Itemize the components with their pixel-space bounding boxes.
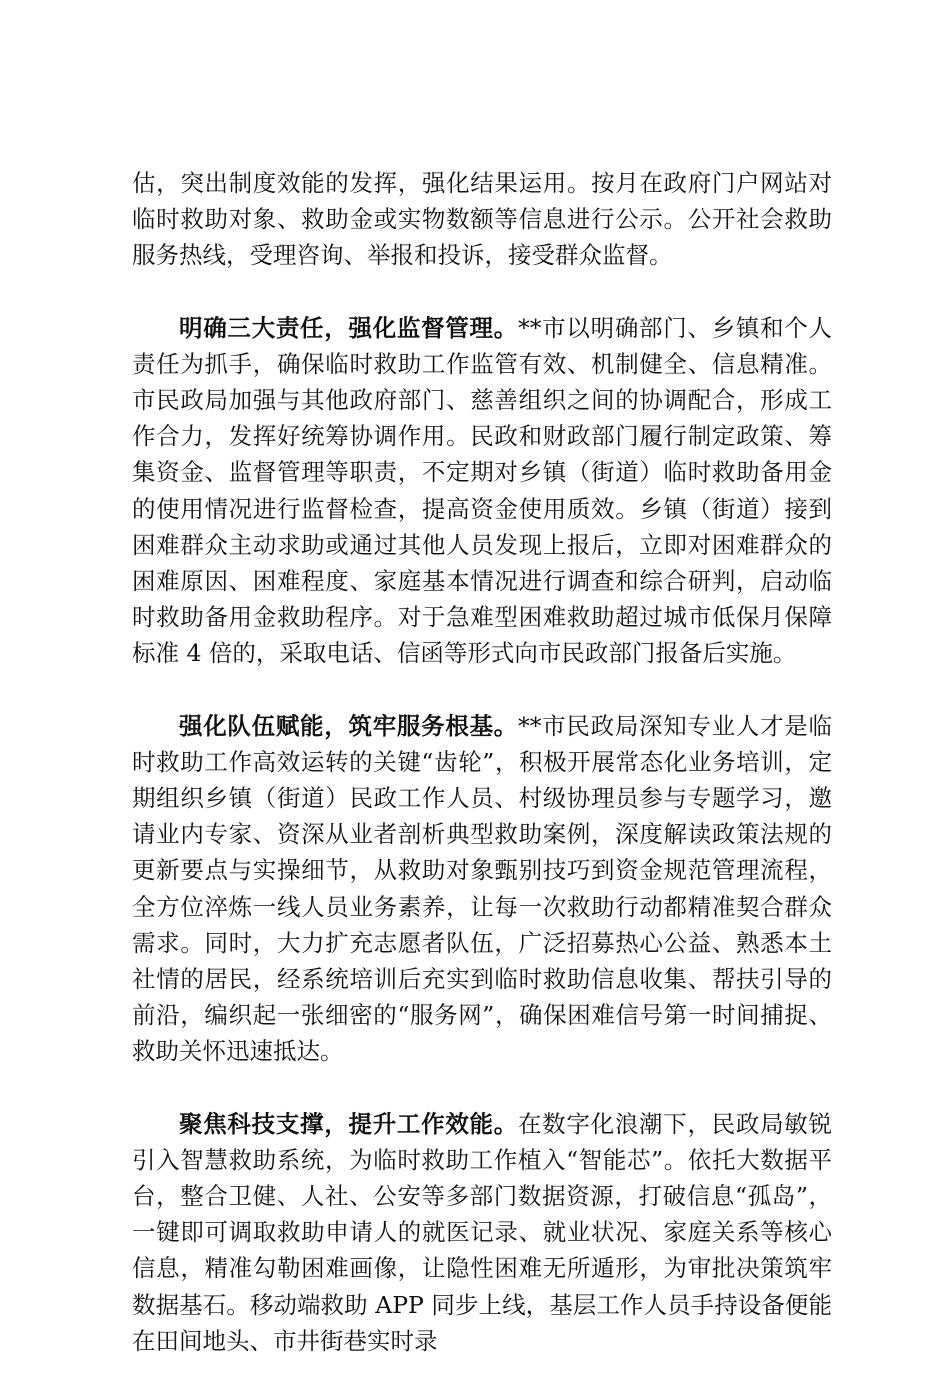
paragraph-3: [132, 708, 832, 1070]
paragraph-1-text: 估，突出制度效能的发挥，强化结果运用。按月在政府门户网站对临时救助对象、救助金或实物数额等信息进行公示。公开社会救助服务热线，受理咨询、举报和投诉，接受群众监督。: [132, 169, 832, 270]
document-page: [132, 165, 832, 1395]
paragraph-4: [132, 1106, 832, 1359]
paragraph-1: [132, 165, 832, 274]
paragraph-2-text: **市以明确部门、乡镇和个人责任为抓手，确保临时救助工作监管有效、机制健全、信息精准。市民政局加强与其他政府部门、慈善组织之间的协调配合，形成工作合力，发挥好统筹协调作用。民政和财政部门履行制定政策、筹集资金、监督管理等职责，不定期对乡镇（街道）临时救助备用金的使用情况进行监督检查，提高资金使用质效。乡镇（街道）接到困难群众主动求助或通过其他人员发现上报后，立即对困难群众的困难原因、困难程度、家庭基本情况进行调查和综合研判，启动临时救助备用金救助程序。对于急难型困难救助超过城市低保月保障标准 4 倍的，采取电话、信函等形式向市民政部门报备后实施。: [132, 313, 833, 668]
paragraph-3-lead: 强化队伍赋能，筑牢服务根基。: [179, 711, 518, 740]
paragraph-2-lead: 明确三大责任，强化监督管理。: [179, 313, 518, 342]
paragraph-4-text: 在数字化浪潮下，民政局敏锐引入智慧救助系统，为临时救助工作植入“智能芯”。依托大数据平台，整合卫健、人社、公安等多部门数据资源，打破信息“孤岛”，一键即可调取救助申请人的就医记录、就业状况、家庭关系等核心信息，精准勾勒困难画像，让隐性困难无所遁形，为审批决策筑牢数据基石。移动端救助 APP 同步上线，基层工作人员手持设备便能在田间地头、市井街巷实时录: [132, 1109, 833, 1355]
paragraph-3-text: **市民政局深知专业人才是临时救助工作高效运转的关键“齿轮”，积极开展常态化业务培训，定期组织乡镇（街道）民政工作人员、村级协理员参与专题学习，邀请业内专家、资深从业者剖析典型救助案例，深度解读政策法规的更新要点与实操细节，从救助对象甄别技巧到资金规范管理流程，全方位淬炼一线人员业务素养，让每一次救助行动都精准契合群众需求。同时，大力扩充志愿者队伍，广泛招募热心公益、熟悉本土社情的居民，经系统培训后充实到临时救助信息收集、帮扶引导的前沿，编织起一张细密的“服务网”，确保困难信号第一时间捕捉、救助关怀迅速抵达。: [132, 711, 833, 1066]
paragraph-4-lead: 聚焦科技支撑，提升工作效能。: [179, 1109, 518, 1138]
paragraph-2: [132, 310, 832, 672]
